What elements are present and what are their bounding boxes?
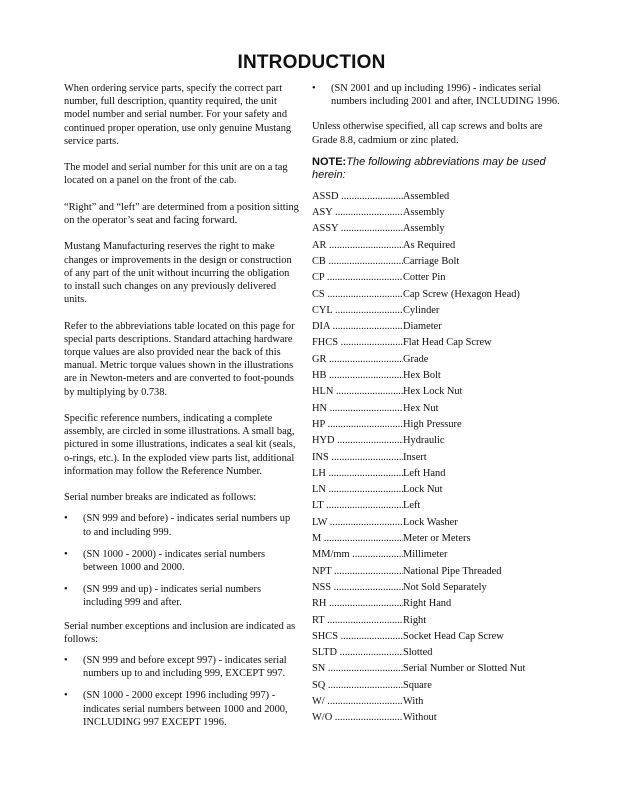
abbreviation-definition: Millimeter: [403, 549, 448, 561]
right-column: [312, 82, 562, 728]
list-item: • (SN 999 and before) - indicates serial numbers up to and including 999.: [64, 512, 299, 538]
abbreviations-torque-paragraph: Refer to the abbreviations table located on this page for special parts descriptions. Standard attaching hardware torque values are also provided near the back of this manual. Metric torque values shown in the illustrations are in Newton-meters and are converted to foot-pounds by multiplying by 0.738.: [64, 320, 295, 398]
abbreviation-row: [312, 532, 562, 548]
abbreviation-row: [312, 614, 562, 630]
abbreviation-definition: Left: [403, 500, 421, 512]
abbreviation-row: [312, 646, 562, 662]
abbreviation-row: [312, 271, 562, 287]
abbreviation-code: NPT .....: [312, 565, 403, 578]
abbreviation-definition: Assembled: [403, 190, 450, 202]
abbreviation-definition: Lock Washer: [403, 516, 458, 528]
serial-exceptions-list: [64, 654, 299, 729]
abbreviation-row: [312, 483, 562, 499]
abbreviation-definition: Cotter Pin: [403, 272, 446, 284]
abbreviation-row: [312, 516, 562, 532]
abbreviation-definition: Right Hand: [403, 598, 452, 610]
abbreviation-code: CS .....: [312, 288, 403, 301]
abbreviation-row: [312, 662, 562, 678]
abbreviation-code: HP .....: [312, 418, 403, 431]
abbreviation-definition: Hex Nut: [403, 402, 439, 414]
abbreviation-code: HB .....: [312, 369, 403, 382]
abbreviation-code: HLN .....: [312, 385, 403, 398]
abbreviation-row: [312, 597, 562, 613]
abbreviation-code: ASSY .....: [312, 222, 403, 235]
reference-numbers-paragraph: Specific reference numbers, indicating a complete assembly, are circled in some illustrations. A small bag, pictured in some illustrations, indicates a seal kit (seals, o-rings, etc.). In the exploded view parts list, additional information may follow the Reference Number.: [64, 413, 296, 477]
list-item: • (SN 1000 - 2000) - indicates serial numbers between 1000 and 2000.: [64, 548, 299, 574]
left-column: [64, 82, 299, 739]
abbreviation-row: [312, 548, 562, 564]
abbreviation-code: SQ .....: [312, 679, 403, 692]
changes-paragraph: Mustang Manufacturing reserves the right to make changes or improvements in the design or construction of any part of the unit without incurring the obligation to install such changes on any previously delivered units.: [64, 241, 292, 306]
serial-location-paragraph: The model and serial number for this unit are on a tag located on a panel on the front of the cab.: [64, 162, 288, 187]
abbreviation-code: LN .....: [312, 483, 403, 496]
abbreviation-definition: Hydraulic: [403, 435, 445, 447]
abbreviation-definition: Socket Head Cap Screw: [403, 630, 504, 642]
abbreviation-row: [312, 467, 562, 483]
abbreviation-definition: High Pressure: [403, 418, 462, 430]
abbreviation-definition: Meter or Meters: [403, 533, 471, 545]
abbreviation-definition: With: [403, 696, 424, 708]
abbreviation-row: [312, 353, 562, 369]
abbreviation-code: DIA .....: [312, 320, 403, 333]
abbreviation-definition: Square: [403, 679, 432, 691]
abbreviation-code: SN .....: [312, 662, 403, 675]
bolt-grade-paragraph: Unless otherwise specified, all cap screws and bolts are Grade 8.8, cadmium or zinc plated.: [312, 121, 543, 146]
abbreviation-row: [312, 222, 562, 238]
abbreviation-definition: Hex Bolt: [403, 370, 441, 382]
abbreviation-code: CB .....: [312, 255, 403, 268]
right-left-paragraph: “Right” and “left” are determined from a position sitting on the operator’s seat and facing forward.: [64, 201, 299, 226]
abbreviation-definition: Left Hand: [403, 467, 446, 479]
abbreviation-row: [312, 630, 562, 646]
ordering-paragraph: When ordering service parts, specify the correct part number, full description, quantity required, the unit model number and serial number. For your safety and continued proper operation, use only genuine Mustang service parts.: [64, 83, 292, 147]
abbreviation-row: [312, 336, 562, 352]
abbreviation-definition: Diameter: [403, 321, 442, 333]
abbreviation-row: [312, 434, 562, 450]
abbreviation-definition: Assembly: [403, 207, 445, 219]
abbreviation-definition: Without: [403, 712, 437, 724]
note-label: NOTE:: [312, 155, 347, 168]
abbreviation-row: [312, 581, 562, 597]
abbreviation-code: SLTD .....: [312, 646, 403, 659]
abbreviation-row: [312, 451, 562, 467]
abbreviation-code: RT .....: [312, 614, 403, 627]
abbreviation-code: GR .....: [312, 353, 403, 366]
abbreviation-row: [312, 206, 562, 222]
abbreviation-row: [312, 288, 562, 304]
abbreviation-definition: Slotted: [403, 647, 433, 659]
abbreviation-row: [312, 499, 562, 515]
abbreviation-code: M .....: [312, 532, 403, 545]
abbreviation-code: CYL .....: [312, 304, 403, 317]
abbreviation-code: CP .....: [312, 271, 403, 284]
page-title: INTRODUCTION: [237, 52, 386, 73]
abbreviations-table: [312, 190, 562, 728]
abbreviation-definition: Flat Head Cap Screw: [403, 337, 492, 349]
abbreviation-row: [312, 402, 562, 418]
abbreviation-code: SHCS .....: [312, 630, 403, 643]
abbreviation-row: [312, 190, 562, 206]
abbreviation-definition: Grade: [403, 353, 429, 365]
abbreviation-code: RH .....: [312, 597, 403, 610]
abbreviation-row: [312, 239, 562, 255]
abbreviation-definition: Not Sold Separately: [403, 581, 487, 593]
abbreviation-definition: Carriage Bolt: [403, 256, 460, 267]
abbreviation-row: [312, 679, 562, 695]
abbreviation-definition: Right: [403, 614, 427, 626]
abbreviation-row: [312, 320, 562, 336]
list-item: • (SN 999 and before except 997) - indicates serial numbers up to and including 999, EXCEPT 997.: [64, 654, 299, 680]
abbreviation-definition: Cap Screw (Hexagon Head): [403, 288, 520, 300]
abbreviation-row: [312, 711, 562, 727]
abbreviation-definition: Hex Lock Nut: [403, 386, 463, 398]
serial-inclusion-list: [312, 82, 562, 108]
abbreviation-code: INS .....: [312, 451, 403, 464]
abbreviation-code: W/ .....: [312, 695, 403, 708]
list-item: • (SN 999 and up) - indicates serial numbers including 999 and after.: [64, 583, 299, 609]
abbreviation-definition: Assembly: [403, 223, 445, 235]
abbreviation-code: LH .....: [312, 467, 403, 480]
abbreviation-code: ASY .....: [312, 206, 403, 219]
abbreviation-code: W/O .....: [312, 711, 403, 724]
serial-breaks-list: [64, 512, 299, 609]
serial-breaks-intro: Serial number breaks are indicated as follows:: [64, 492, 257, 504]
abbreviations-note: [312, 156, 562, 182]
list-item: • (SN 1000 - 2000 except 1996 including 997) - indicates serial numbers between 1000 and 2000, INCLUDING 997 EXCEPT 1996.: [64, 689, 299, 729]
abbreviation-definition: National Pipe Threaded: [403, 565, 502, 577]
abbreviation-code: HN .....: [312, 402, 403, 415]
abbreviation-row: [312, 369, 562, 385]
abbreviation-code: NSS .....: [312, 581, 403, 594]
abbreviation-code: LW .....: [312, 516, 403, 529]
abbreviation-definition: Serial Number or Slotted Nut: [403, 663, 526, 675]
list-item: • (SN 2001 and up including 1996) - indicates serial numbers including 2001 and after, INCLUDING 1996.: [312, 82, 562, 108]
abbreviation-definition: Cylinder: [403, 304, 440, 316]
serial-exceptions-intro: Serial number exceptions and inclusion are indicated as follows:: [64, 620, 296, 645]
abbreviation-row: [312, 385, 562, 401]
abbreviation-code: FHCS .....: [312, 336, 403, 349]
abbreviation-code: MM/mm .....: [312, 548, 403, 561]
abbreviation-code: LT .....: [312, 499, 403, 512]
abbreviation-row: [312, 695, 562, 711]
abbreviation-row: [312, 418, 562, 434]
abbreviation-row: [312, 304, 562, 320]
abbreviation-row: [312, 565, 562, 581]
abbreviation-code: AR .....: [312, 239, 403, 252]
abbreviation-row: [312, 255, 562, 271]
note-text: The following abbreviations may be used herein:: [312, 155, 546, 181]
abbreviation-definition: As Required: [403, 239, 456, 251]
abbreviation-definition: Insert: [403, 451, 427, 463]
abbreviation-code: HYD .....: [312, 434, 403, 447]
abbreviation-code: ASSD .....: [312, 190, 403, 203]
abbreviation-definition: Lock Nut: [403, 484, 443, 496]
